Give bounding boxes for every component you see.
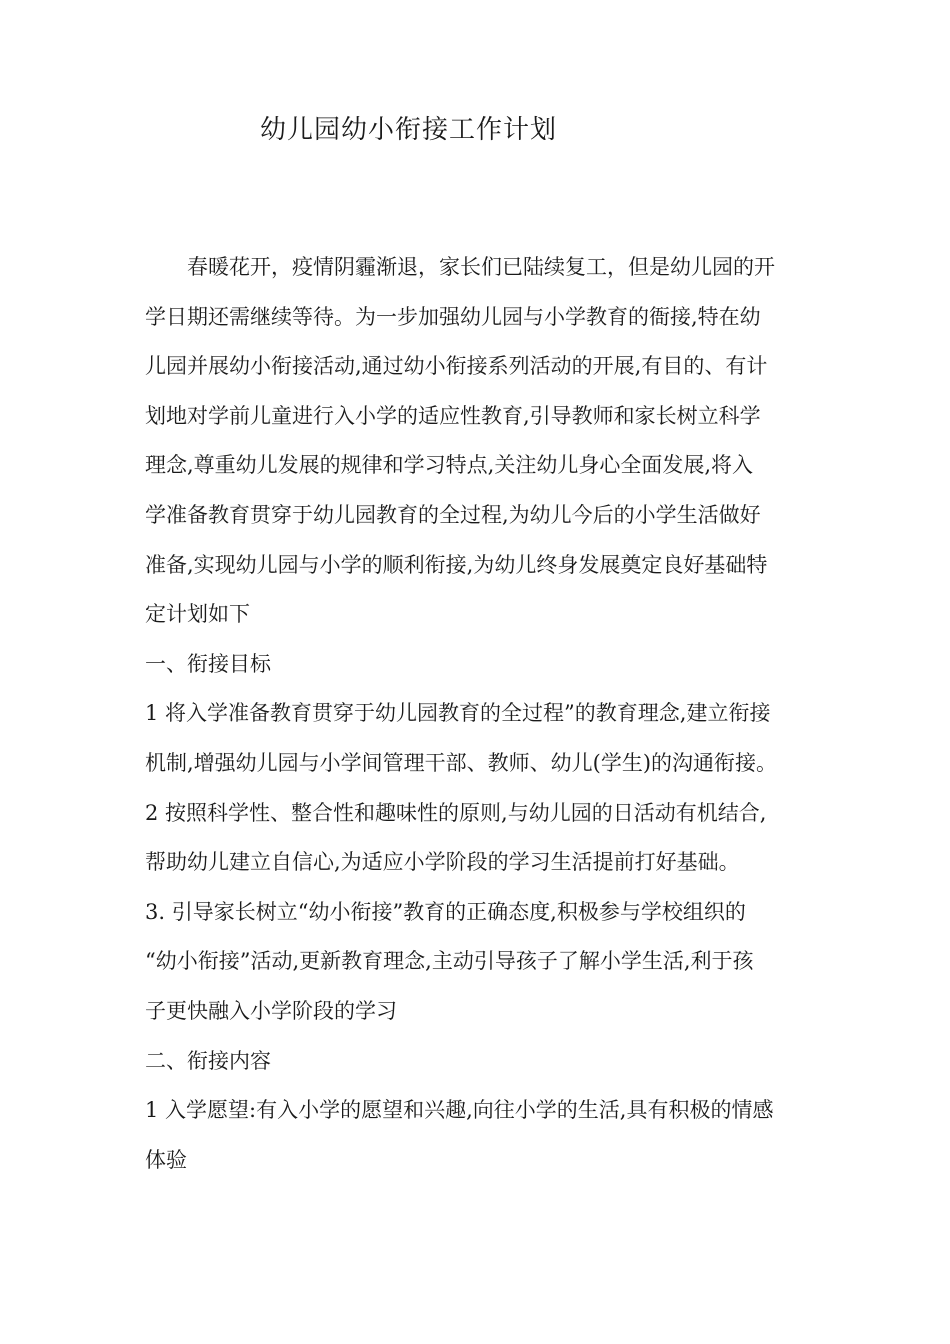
list-item-line: 体验	[145, 1147, 187, 1172]
paragraph-line: 儿园并展幼小衔接活动,通过幼小衔接系列活动的开展,有目的、有计	[145, 354, 768, 379]
paragraph-line: 定计划如下	[145, 602, 250, 627]
paragraph-line: 学准备教育贯穿于幼儿园教育的全过程,为幼儿今后的小学生活做好	[145, 502, 761, 527]
list-item-line: 子更快融入小学阶段的学习	[145, 998, 397, 1023]
list-item-line: 2 按照科学性、整合性和趣味性的原则,与幼儿园的日活动有机结合,	[145, 800, 767, 825]
list-item-line: 机制,增强幼儿园与小学间管理干部、教师、幼儿(学生)的沟通衔接。	[145, 750, 778, 775]
paragraph-line: 学日期还需继续等待。为一步加强幼儿园与小学教育的衙接,特在幼	[145, 304, 761, 329]
list-item-line: 3. 引导家长树立“幼小衔接”教育的正确态度,积极参与学校组织的	[145, 899, 746, 924]
document-title: 幼儿园幼小衔接工作计划	[260, 115, 558, 145]
list-item-line: 1 将入学准备教育贯穿于幼儿园教育的全过程”的教育理念,建立衔接	[145, 701, 771, 726]
list-item-line: “幼小衔接”活动,更新教育理念,主动引导孩子了解小学生活,利于孩	[145, 949, 754, 974]
list-item-line: 1 入学愿望:有入小学的愿望和兴趣,向往小学的生活,具有积极的情感	[145, 1098, 774, 1123]
paragraph-line: 准备,实现幼儿园与小学的顺利衔接,为幼儿终身发展奠定良好基础特	[145, 552, 768, 577]
document-body	[145, 243, 810, 1185]
paragraph-line: 春暖花开，疫情阴霾渐退，家长们已陆续复工，但是幼儿园的开	[187, 255, 775, 279]
list-item-line: 帮助幼儿建立自信心,为适应小学阶段的学习生活提前打好基础。	[145, 850, 740, 875]
paragraph-line: 理念,尊重幼儿发展的规律和学习特点,关注幼儿身心全面发展,将入	[145, 453, 754, 478]
paragraph-line: 划地对学前儿童进行入小学的适应性教育,引导教师和家长树立科学	[145, 403, 761, 428]
section-heading: 一、衔接目标	[145, 651, 271, 676]
section-heading: 二、衔接内容	[145, 1048, 271, 1073]
